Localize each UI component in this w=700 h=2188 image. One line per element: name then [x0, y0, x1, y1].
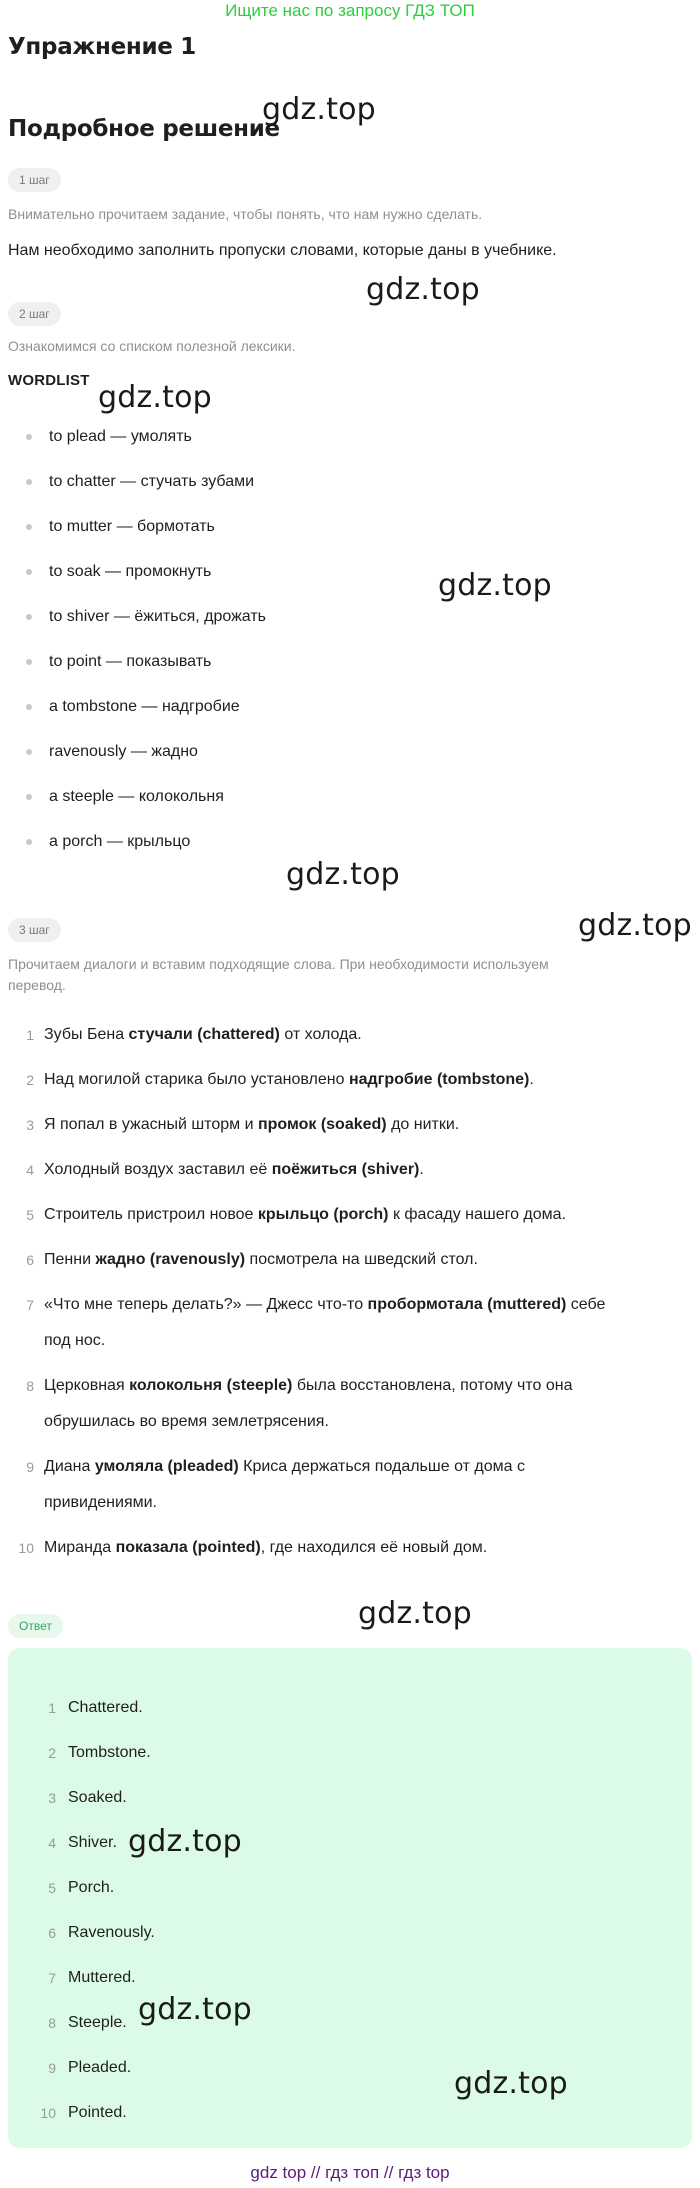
- sentence-text-continuation: под нос.: [44, 1332, 106, 1349]
- sentence-text: [44, 1287, 684, 1359]
- sentence-text-after: себе: [566, 1296, 606, 1313]
- bullet-icon: [26, 434, 32, 440]
- sentence-text: [44, 1062, 684, 1098]
- step-2-hint: Ознакомимся со списком полезной лексики.: [8, 338, 296, 354]
- step-3-hint-line-1: Прочитаем диалоги и вставим подходящие слова. При необходимости используем: [8, 956, 549, 972]
- sentence-text-continuation: обрушилась во время землетрясения.: [44, 1413, 329, 1430]
- bullet-icon: [26, 794, 32, 800]
- wordlist-item-text: a porch — крыльцо: [49, 833, 191, 850]
- sentence-text: [44, 1530, 684, 1566]
- sentence-text-before: Строитель пристроил новое: [44, 1206, 258, 1223]
- sentence-text: [44, 1449, 684, 1521]
- step-1-text: Нам необходимо заполнить пропуски словами, которые даны в учебнике.: [8, 242, 557, 259]
- step-3-label: 3 шаг: [8, 918, 61, 942]
- answer-number: 4: [48, 1835, 56, 1851]
- sentence-text-continuation: привидениями.: [44, 1494, 157, 1511]
- sentence-answer-word: показала (pointed): [115, 1539, 261, 1556]
- sentence-text-before: Миранда: [44, 1539, 116, 1556]
- sentence-number: 4: [26, 1162, 34, 1178]
- wordlist-item-text: to point — показывать: [49, 653, 212, 670]
- wordlist-item-text: to shiver — ёжиться, дрожать: [49, 608, 266, 625]
- watermark: gdz.top: [454, 2066, 568, 2101]
- answer-text: Pointed.: [68, 2104, 127, 2121]
- answer-label: Ответ: [8, 1614, 63, 1638]
- answer-text: Steeple.: [68, 2014, 127, 2031]
- sentence-text-after: от холода.: [279, 1026, 362, 1043]
- sentence-text-before: Холодный воздух заставил её: [44, 1161, 272, 1178]
- sentence-text-after: , где находился её новый дом.: [260, 1539, 488, 1556]
- wordlist-item-text: to chatter — стучать зубами: [49, 473, 255, 490]
- wordlist-item-text: a tombstone — надгробие: [49, 698, 240, 715]
- sentence-number: 10: [18, 1540, 34, 1556]
- sentence-text-after: .: [419, 1161, 424, 1178]
- sentence-number: 1: [26, 1027, 34, 1043]
- sentence-text: [44, 1242, 684, 1278]
- answer-number: 2: [48, 1745, 56, 1761]
- watermark: gdz.top: [286, 857, 400, 892]
- wordlist-item-text: ravenously — жадно: [49, 743, 198, 760]
- step-3-hint-line-2: перевод.: [8, 977, 66, 993]
- watermark: gdz.top: [138, 1992, 252, 2027]
- sentence-text-before: Над могилой старика было установлено: [44, 1071, 349, 1088]
- sentence-text-after: к фасаду нашего дома.: [388, 1206, 567, 1223]
- bullet-icon: [26, 524, 32, 530]
- sentence-text-before: Пенни: [44, 1251, 96, 1268]
- step-2-badge: [8, 302, 61, 326]
- answer-number: 9: [48, 2060, 56, 2076]
- sentence-answer-word: промок (soaked): [257, 1116, 387, 1133]
- wordlist-item-text: to mutter — бормотать: [49, 518, 215, 535]
- sentence-answer-word: колокольня (steeple): [129, 1377, 293, 1394]
- bullet-icon: [26, 479, 32, 485]
- sentence-number: 2: [26, 1072, 34, 1088]
- bullet-icon: [26, 569, 32, 575]
- wordlist-item-text: to plead — умолять: [49, 428, 192, 445]
- sentence-text-before: Зубы Бена: [44, 1026, 129, 1043]
- watermark: gdz.top: [366, 272, 480, 307]
- answer-text: Soaked.: [68, 1789, 127, 1806]
- bullet-icon: [26, 839, 32, 845]
- sentence-text-before: Церковная: [44, 1377, 130, 1394]
- sentence-number: 6: [26, 1252, 34, 1268]
- wordlist-title: WORDLIST: [8, 372, 90, 389]
- sentence-text: [44, 1152, 684, 1188]
- answer-text: Porch.: [68, 1879, 115, 1896]
- answer-number: 5: [48, 1880, 56, 1896]
- solution-title: Подробное решение: [8, 116, 280, 142]
- sentence-text-before: Диана: [44, 1458, 95, 1475]
- watermark: gdz.top: [128, 1824, 242, 1859]
- answer-text: Pleaded.: [68, 2059, 132, 2076]
- step-1-badge: [8, 168, 61, 192]
- bullet-icon: [26, 749, 32, 755]
- bullet-icon: [26, 614, 32, 620]
- answer-text: Muttered.: [68, 1969, 136, 1986]
- sentence-answer-word: надгробие (tombstone): [348, 1071, 530, 1088]
- step-1-hint: Внимательно прочитаем задание, чтобы понять, что нам нужно сделать.: [8, 206, 483, 222]
- sentence-text-before: Я попал в ужасный шторм и: [44, 1116, 258, 1133]
- sentence-number: 3: [26, 1117, 34, 1133]
- sentence-text: [44, 1017, 684, 1053]
- answer-badge: [8, 1614, 63, 1638]
- answer-text: Tombstone.: [68, 1744, 151, 1761]
- sentence-answer-word: поёжиться (shiver): [271, 1161, 420, 1178]
- sentence-text-after: Криса держаться подальше от дома с: [238, 1458, 525, 1475]
- answer-text: Ravenously.: [68, 1924, 155, 1941]
- answer-number: 1: [48, 1700, 56, 1716]
- sentence-number: 8: [26, 1378, 34, 1394]
- sentence-text: [44, 1107, 684, 1143]
- footer-links[interactable]: gdz top // гдз топ // гдз top: [250, 2163, 450, 2182]
- sentence-number: 9: [26, 1459, 34, 1475]
- bullet-icon: [26, 659, 32, 665]
- sentence-text: [44, 1368, 684, 1440]
- sentence-answer-word: жадно (ravenously): [95, 1251, 246, 1268]
- search-banner-link[interactable]: Ищите нас по запросу ГДЗ ТОП: [225, 1, 475, 20]
- sentence-text: [44, 1197, 684, 1233]
- answer-text: Shiver.: [68, 1834, 117, 1851]
- watermark: gdz.top: [578, 908, 692, 943]
- answer-number: 8: [48, 2015, 56, 2031]
- watermark: gdz.top: [262, 92, 376, 127]
- answer-number: 6: [48, 1925, 56, 1941]
- answer-number: 3: [48, 1790, 56, 1806]
- sentence-text-after: до нитки.: [386, 1116, 460, 1133]
- answer-number: 10: [40, 2105, 56, 2121]
- sentence-answer-word: умоляла (pleaded): [94, 1458, 239, 1475]
- wordlist-item-text: a steeple — колокольня: [49, 788, 224, 805]
- wordlist-item-text: to soak — промокнуть: [49, 563, 212, 580]
- sentence-text-after: посмотрела на шведский стол.: [245, 1251, 478, 1268]
- sentence-text-before: «Что мне теперь делать?» — Джесс что-то: [44, 1296, 368, 1313]
- step-2-label: 2 шаг: [8, 302, 61, 326]
- exercise-title: Упражнение 1: [8, 34, 197, 60]
- answer-number: 7: [48, 1970, 56, 1986]
- watermark: gdz.top: [358, 1596, 472, 1631]
- sentence-number: 5: [26, 1207, 34, 1223]
- sentence-number: 7: [26, 1297, 34, 1313]
- watermark: gdz.top: [98, 380, 212, 415]
- sentence-text-after: .: [529, 1071, 534, 1088]
- step-3-badge: [8, 918, 61, 942]
- step-1-label: 1 шаг: [8, 168, 61, 192]
- sentence-answer-word: стучали (chattered): [128, 1026, 280, 1043]
- answer-text: Chattered.: [68, 1699, 143, 1716]
- watermark: gdz.top: [438, 568, 552, 603]
- sentence-text-after: была восстановлена, потому что она: [292, 1377, 573, 1394]
- sentence-answer-word: крыльцо (porch): [257, 1206, 389, 1223]
- bullet-icon: [26, 704, 32, 710]
- sentence-answer-word: пробормотала (muttered): [367, 1296, 567, 1313]
